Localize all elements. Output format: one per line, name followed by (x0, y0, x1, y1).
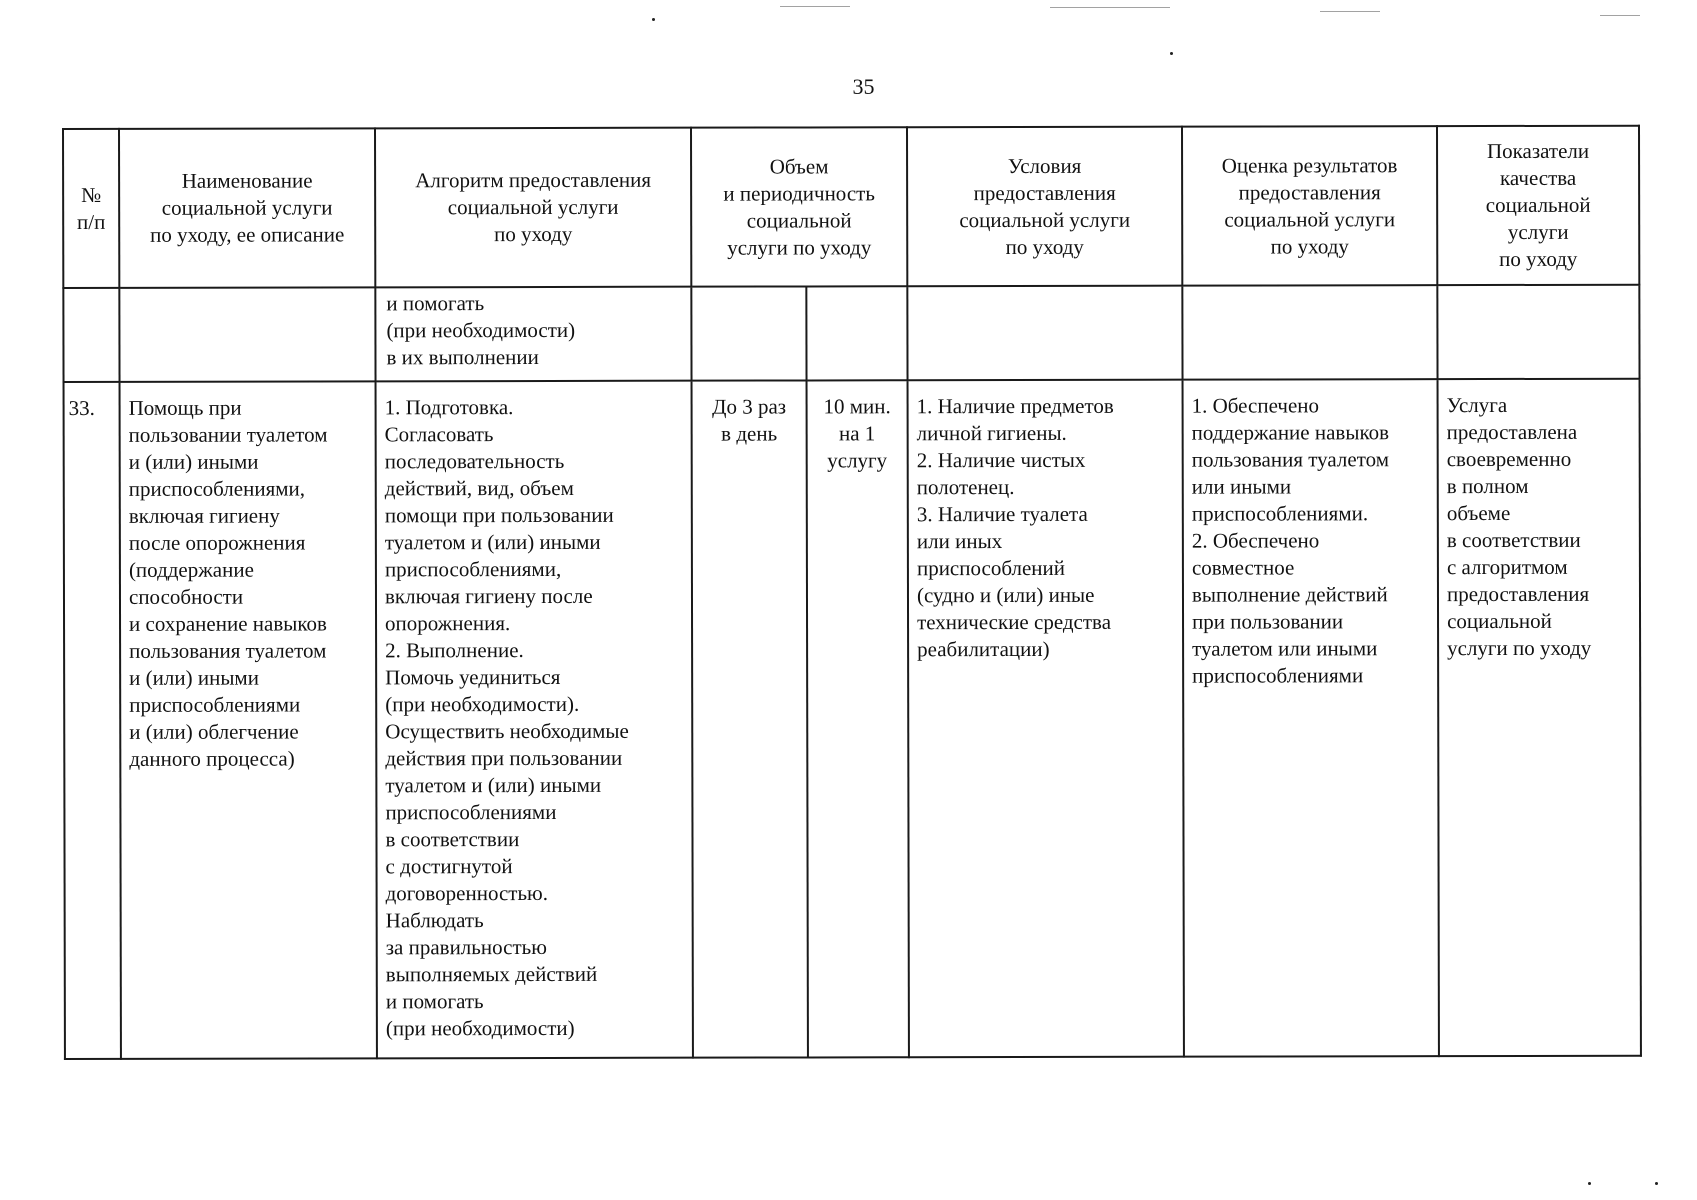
header-volume-periodicity: Объем и периодичность социальной услуги по уходу (691, 127, 907, 286)
table-header-row (63, 126, 1639, 288)
cell-empty (907, 286, 1182, 381)
cell-algorithm-continued: и помогать (при необходимости) в их выполнении (375, 287, 691, 382)
cell-volume: 10 мин. на 1 услугу (807, 380, 909, 1057)
cell-quality: Услуга предоставлена своевременно в полном объеме в соответствии с алгоритмом предоставления социальной услуги по уходу (1438, 379, 1641, 1056)
cell-empty (119, 287, 375, 382)
cell-empty (1437, 285, 1639, 379)
cell-empty (1182, 285, 1437, 380)
header-quality: Показатели качества социальной услуги по уходу (1437, 126, 1639, 285)
header-conditions: Условия предоставления социальной услуги по уходу (907, 127, 1182, 287)
services-table (62, 125, 1642, 1060)
scan-artifact (1655, 1182, 1658, 1185)
scan-artifact (1588, 1182, 1591, 1185)
cell-number: 33. (64, 382, 121, 1059)
scan-artifact (1600, 15, 1640, 16)
cell-algorithm: 1. Подготовка. Согласовать последовательность действий, вид, объем помощи при пользовании туалетом и (или) иными приспособлениями, включая гигиену после опорожнения. 2. Выполнение. Помочь уединиться (при необходимости). Осуществить необходимые действия при пользовании туалетом и (или) иными приспособлениями в соответствии с достигнутой договоренностью. Наблюдать за правильностью выполняемых действий и помогать (при необходимости) (376, 381, 693, 1059)
page-number: 35 (852, 74, 875, 99)
cell-periodicity: До 3 раз в день (692, 380, 808, 1057)
scan-artifact (1320, 11, 1380, 12)
scan-artifact (652, 18, 655, 21)
cell-service-name: Помощь при пользовании туалетом и (или) иными приспособлениями, включая гигиену после опорожнения (поддержание способности и сохранение навыков пользования туалетом и (или) иными приспособлениями и (или) облегчение данного процесса) (120, 381, 377, 1059)
scan-artifact (780, 6, 850, 7)
header-evaluation: Оценка результатов предоставления социальной услуги по уходу (1182, 126, 1437, 286)
table-row-continuation (63, 285, 1639, 382)
cell-evaluation: 1. Обеспечено поддержание навыков пользования туалетом или иными приспособлениями. 2. Обеспечено совместное выполнение действий при пользовании туалетом или иными приспособлениями (1183, 379, 1439, 1057)
scan-artifact (1170, 52, 1173, 55)
header-algorithm: Алгоритм предоставления социальной услуги по уходу (375, 128, 691, 288)
cell-conditions: 1. Наличие предметов личной гигиены. 2. Наличие чистых полотенец. 3. Наличие туалета или иных приспособлений (судно и (или) иные технические средства реабилитации) (908, 380, 1184, 1058)
scan-artifact (1050, 7, 1170, 8)
cell-empty (806, 286, 907, 380)
header-number: № п/п (63, 129, 119, 288)
cell-empty (691, 286, 806, 380)
header-service-name: Наименование социальной услуги по уходу, ее описание (119, 128, 375, 288)
cell-empty (63, 288, 119, 382)
table-row (64, 379, 1641, 1059)
